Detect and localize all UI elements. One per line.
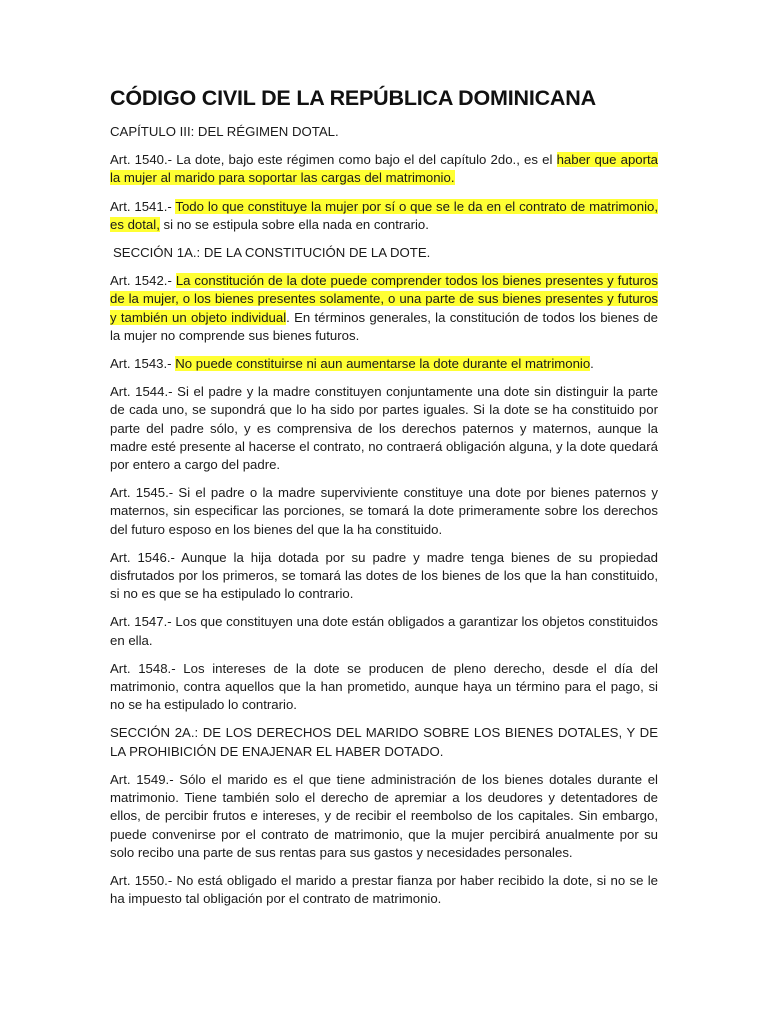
article-1547: Art. 1547.- Los que constituyen una dote están obligados a garantizar los objetos constituidos en ella. [110,614,658,648]
document-title: CÓDIGO CIVIL DE LA REPÚBLICA DOMINICANA [110,86,596,110]
article-1542 [110,272,658,345]
article-text: Art. 1542.- [110,273,176,289]
article-text: . En términos generales, la constitución de todos los bienes de la mujer no comprende sus bienes futuros. [110,309,659,343]
article-1545: Art. 1545.- Si el padre o la madre superviviente constituye una dote por bienes paternos y maternos, sin especificar las porciones, se tomará la dote primeramente sobre los derechos del futuro esposo en los bienes del que la ha constituido. [110,485,658,537]
chapter-heading: CAPÍTULO III: DEL RÉGIMEN DOTAL. [110,124,339,139]
article-text: Art. 1540.- La dote, bajo este régimen como bajo el del capítulo 2do., es el [110,152,557,168]
highlighted-text: haber que aporta la mujer al marido para soportar las cargas del matrimonio. [110,152,659,186]
article-text: . [590,356,594,372]
article-1550: Art. 1550.- No está obligado el marido a prestar fianza por haber recibido la dote, si no se le ha impuesto tal obligación por el contrato de matrimonio. [110,872,658,907]
highlighted-text: No puede constituirse ni aun aumentarse la dote durante el matrimonio [175,356,591,372]
article-text: si no se estipula sobre ella nada en contrario. [159,216,429,232]
highlighted-text: Todo lo que constituye la mujer por sí o que se le da en el contrato de matrimonio, es dotal, [110,198,658,232]
article-1549: Art. 1549.- Sólo el marido es el que tiene administración de los bienes dotales durante el matrimonio. Tiene también solo el derecho de apremiar a los deudores y detentadores de ellos, de percibir frutos e intereses, y de recibir el reembolso de los capitales. Sin embargo, puede convenirse por el contrato de matrimonio, que la mujer percibirá anualmente por su solo recibo una parte de sus rentas para sus gastos y necesidades personales. [110,771,658,860]
article-text: Art. 1543.- [110,356,176,372]
article-1543 [110,355,658,373]
section-heading: SECCIÓN 1A.: DE LA CONSTITUCIÓN DE LA DOTE. [113,245,431,261]
article-1548: Art. 1548.- Los intereses de la dote se producen de pleno derecho, desde el día del matrimonio, contra aquellos que la han prometido, aunque haya un término para el pago, si no se ha estipulado lo contrario. [110,660,658,713]
article-1540 [110,151,658,187]
article-text: Art. 1541.- [110,198,176,214]
highlighted-text: La constitución de la dote puede comprender todos los bienes presentes y futuros de la mujer, o los bienes presentes solamente, o una parte de sus bienes presentes y futuros y también un objeto individual [110,273,658,325]
article-1541 [110,198,658,234]
article-1544: Art. 1544.- Si el padre y la madre constituyen conjuntamente una dote sin distinguir la parte de cada uno, se supondrá que lo ha sido por partes iguales. Si la dote se ha constituido por parte del padre sólo, y es comprensiva de los derechos paternos y maternos, aunque la madre esté presente al hacerse el contrato, no contraerá obligación alguna, y la dote quedará por entero a cargo del padre. [110,384,658,473]
section-heading: SECCIÓN 2A.: DE LOS DERECHOS DEL MARIDO SOBRE LOS BIENES DOTALES, Y DE LA PROHIBICIÓN DE ENAJENAR EL HABER DOTADO. [110,725,658,759]
article-1546: Art. 1546.- Aunque la hija dotada por su padre y madre tenga bienes de su propiedad disfrutados por los primeros, se tomará las dotes de los bienes de los que la han constituido, si no es que se ha estipulado lo contrario. [110,549,658,602]
